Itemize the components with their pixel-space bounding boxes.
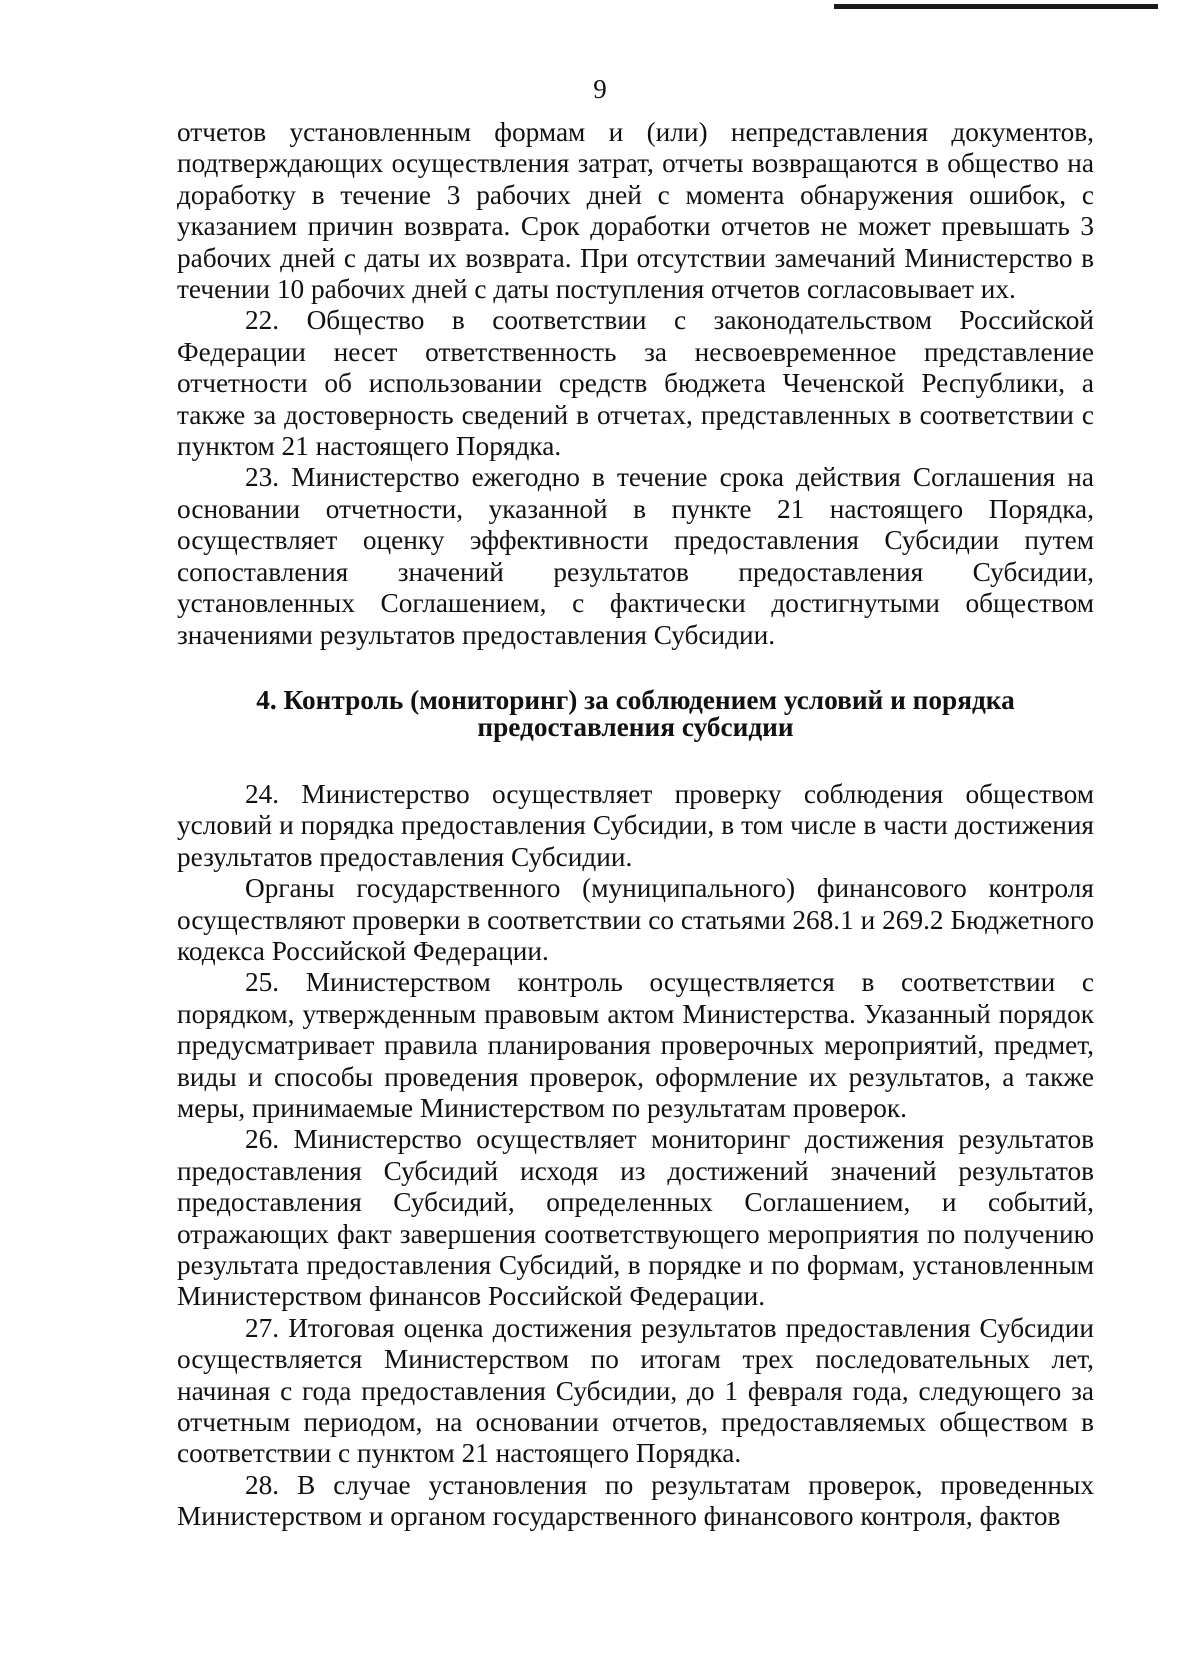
paragraph-24: 24. Министерство осуществляет проверку соблюдения обществом условий и порядка предоставления Субсидии, в том числе в части достижения результатов предоставления Субсидии. (177, 778, 1094, 872)
paragraph-22: 22. Общество в соответствии с законодательством Российской Федерации несет ответственность за несвоевременное представление отчетности об использовании средств бюджета Чеченской Республики, а также за достоверность сведений в отчетах, представленных в соответствии с пунктом 21 настоящего Порядка. (177, 305, 1094, 462)
paragraph-21-continued: отчетов установленным формам и (или) непредставления документов, подтверждающих осуществления затрат, отчеты возвращаются в общество на доработку в течение 3 рабочих дней с момента обнаружения ошибок, с указанием причин возврата. Срок доработки отчетов не может превышать 3 рабочих дней с даты их возврата. При отсутствии замечаний Министерство в течении 10 рабочих дней с даты поступления отчетов согласовывает их. (177, 117, 1094, 305)
page-number: 9 (593, 74, 607, 104)
paragraph-24-financial-control: Органы государственного (муниципального) финансового контроля осуществляют проверки в соответствии со статьями 268.1 и 269.2 Бюджетного кодекса Российской Федерации. (177, 873, 1094, 966)
section-heading: 4. Контроль (мониторинг) за соблюдением условий и порядка предоставления субсидии (256, 684, 1015, 742)
paragraph-27: 27. Итоговая оценка достижения результатов предоставления Субсидии осуществляется Министерством по итогам трех последовательных лет, начиная с года предоставления Субсидии, до 1 февраля года, следующего за отчетным периодом, на основании отчетов, предоставляемых обществом в соответствии с пунктом 21 настоящего Порядка. (177, 1312, 1094, 1469)
paragraph-26: 26. Министерство осуществляет мониторинг достижения результатов предоставления Субсидий исходя из достижений значений результатов предоставления Субсидий, определенных Соглашением, и событий, отражающих факт завершения соответствующего мероприятия по получению результата предоставления Субсидий, в порядке и по формам, установленным Министерством финансов Российской Федерации. (177, 1124, 1094, 1312)
paragraph-23: 23. Министерство ежегодно в течение срока действия Соглашения на основании отчетности, указанной в пункте 21 настоящего Порядка, осуществляет оценку эффективности предоставления Субсидии путем сопоставления значений результатов предоставления Субсидии, установленных Соглашением, с фактически достигнутыми обществом значениями результатов предоставления Субсидии. (177, 462, 1094, 650)
paragraph-25: 25. Министерством контроль осуществляется в соответствии с порядком, утвержденным правовым актом Министерства. Указанный порядок предусматривает правила планирования проверочных мероприятий, предмет, виды и способы проведения проверок, оформление их результатов, а также меры, принимаемые Министерством по результатам проверок. (177, 967, 1094, 1123)
body-text (177, 117, 1094, 1533)
top-rule-divider (834, 4, 1158, 9)
paragraph-28: 28. В случае установления по результатам проверок, проведенных Министерством и органом государственного финансового контроля, фактов (177, 1469, 1094, 1532)
